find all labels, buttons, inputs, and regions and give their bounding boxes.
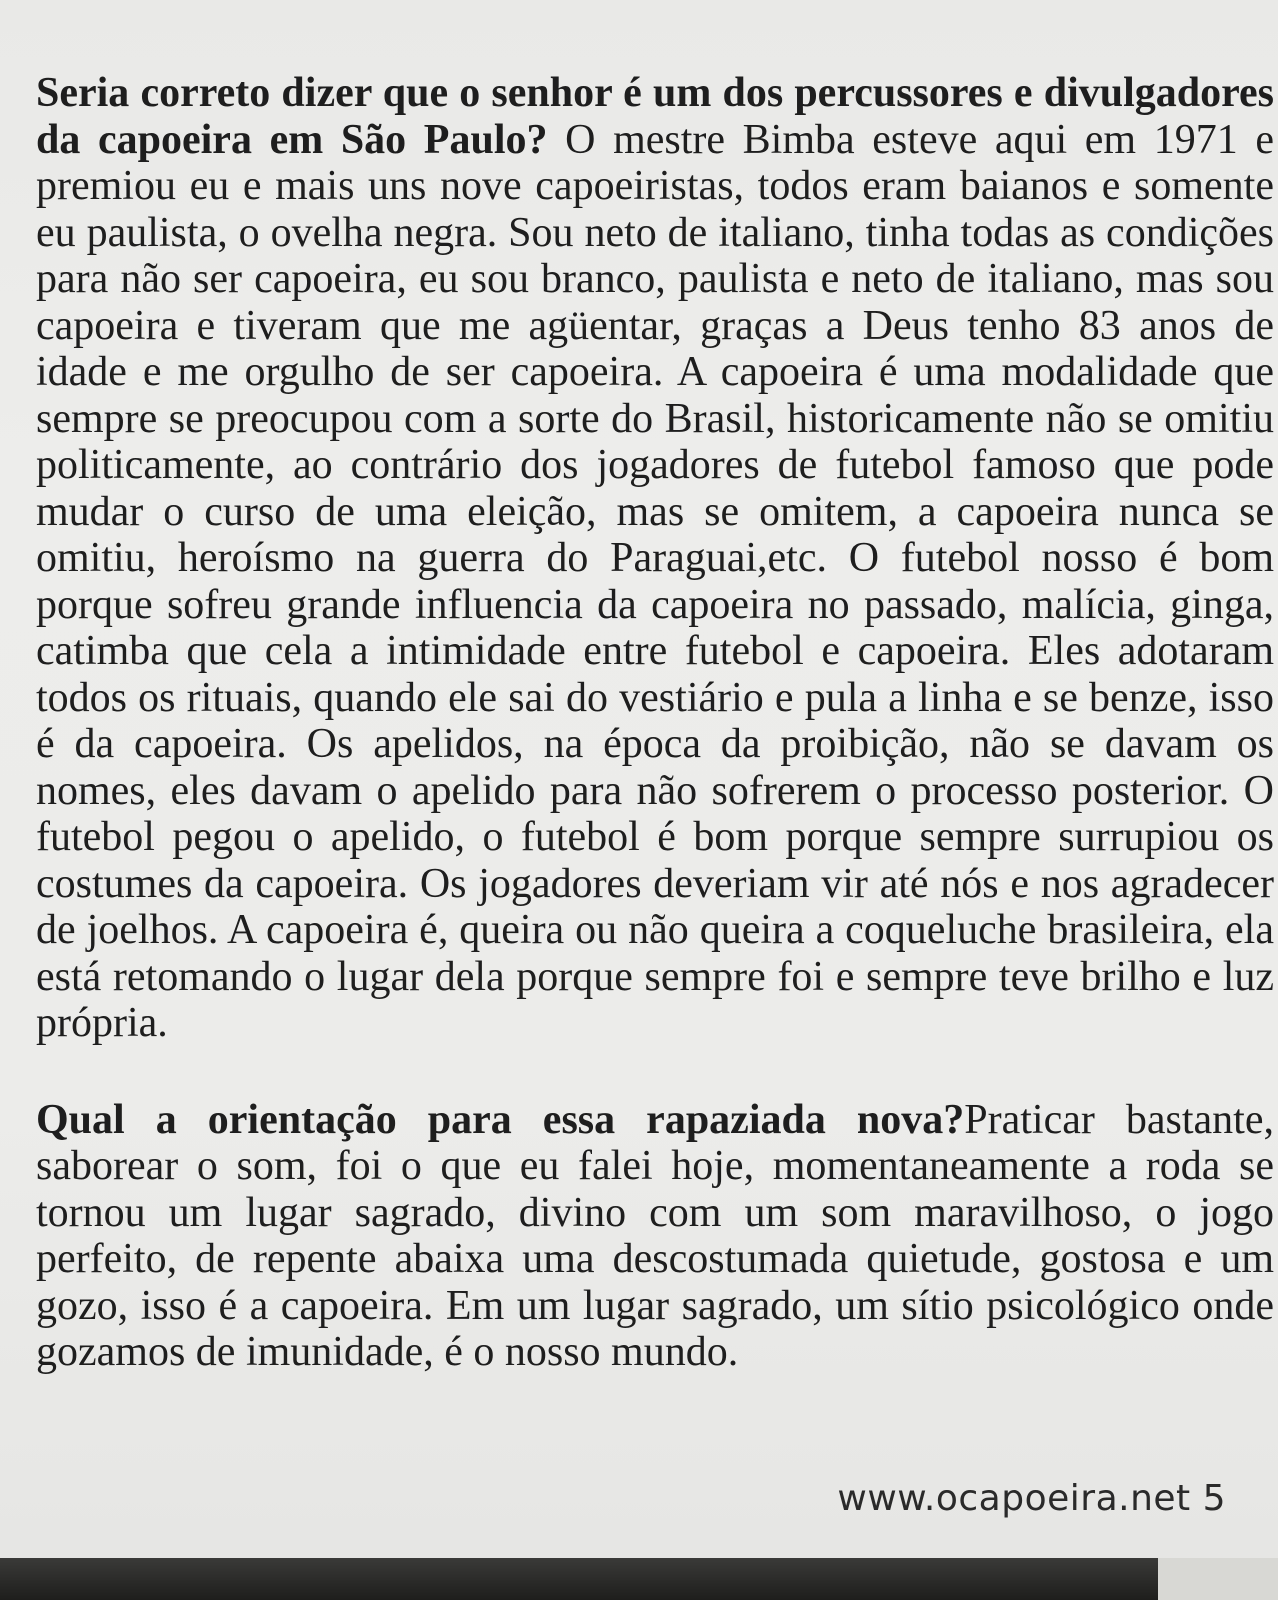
interview-article bbox=[36, 70, 1274, 1376]
interview-answer-1: O mestre Bimba esteve aqui em 1971 e premiou eu e mais uns nove capoeiristas, todos eram baianos e somente eu paulista, o ovelha negra. Sou neto de italiano, tinha todas as condições para não ser capoeira, eu sou branco, paulista e neto de italiano, mas sou capoeira e tiveram que me agüentar, graças a Deus tenho 83 anos de idade e me orgulho de ser capoeira. A capoeira é uma modalidade que sempre se preocupou com a sorte do Brasil, historicamente não se omitiu politicamente, ao contrário dos jogadores de futebol famoso que pode mudar o curso de uma eleição, mas se omitem, a capoeira nunca se omitiu, heroísmo na guerra do Paraguai,etc. O futebol nosso é bom porque sofreu grande influencia da capoeira no passado, malícia, ginga, catimba que cela a intimidade entre futebol e capoeira. Eles adotaram todos os rituais, quando ele sai do vestiário e pula a linha e se benze, isso é da capoeira. Os apelidos, na época da proibição, não se davam os nomes, eles davam o apelido para não sofrerem o processo posterior. O futebol pegou o apelido, o futebol é bom porque sempre surrupiou os costumes da capoeira. Os jogadores deveriam vir até nós e nos agradecer de joelhos. A capoeira é, queira ou não queira a coqueluche brasileira, ela está retomando o lugar dela porque sempre foi e sempre teve brilho e luz própria. bbox=[36, 116, 1274, 1046]
interview-paragraph-2 bbox=[36, 1097, 1274, 1376]
page-bottom-edge bbox=[0, 1558, 1278, 1600]
page-footer-url-and-number: www.ocapoeira.net 5 bbox=[837, 1478, 1226, 1519]
interview-question-2: Qual a orientação para essa rapaziada nova? bbox=[36, 1096, 965, 1143]
interview-answer-2: Praticar bastante, saborear o som, foi o que eu falei hoje, momentaneamente a roda se tornou um lugar sagrado, divino com um som maravilhoso, o jogo perfeito, de repente abaixa uma descostumada quietude, gostosa e um gozo, isso é a capoeira. Em um lugar sagrado, um sítio psicológico onde gozamos de imunidade, é o nosso mundo. bbox=[36, 1096, 1274, 1375]
interview-paragraph-1 bbox=[36, 70, 1274, 1047]
interview-question-1: Seria correto dizer que o senhor é um dos percussores e divulgadores da capoeira em São Paulo? bbox=[36, 70, 1274, 163]
bottom-edge-highlight bbox=[1158, 1558, 1278, 1600]
